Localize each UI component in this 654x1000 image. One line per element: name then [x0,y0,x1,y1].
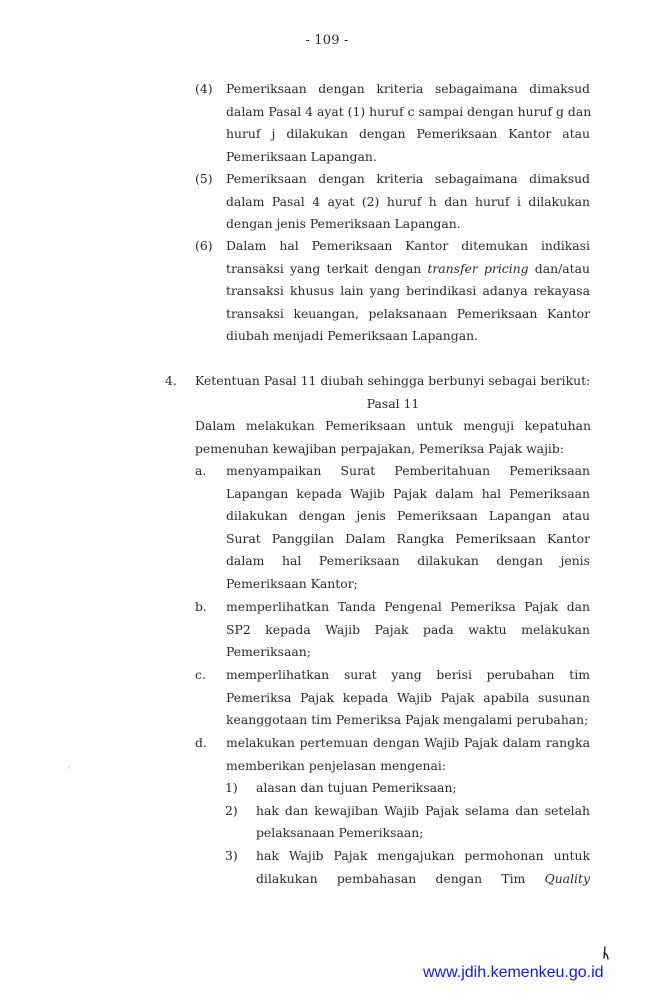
ayat-4 [0,78,654,168]
text-line: dengan jenis Pemeriksaan Lapangan. [226,216,461,232]
ayat-5 [0,168,654,236]
text-line: memperlihatkan surat yang berisi perubahan tim [226,667,590,682]
italic-term: transfer pricing [427,260,529,276]
text-line: diubah menjadi Pemeriksaan Lapangan. [226,328,479,344]
text-line: dalam Pasal 4 ayat (1) huruf c sampai dengan huruf g dan [226,103,592,119]
text-line: dalam hal Pemeriksaan dilakukan dengan jenis [226,553,590,569]
text-line: menyampaikan Surat Pemberitahuan Pemeriksaan [226,463,590,478]
item-marker: 4. [165,373,177,388]
list-item-d [0,732,654,890]
text-line: dalam Pasal 4 ayat (2) huruf h dan huruf i dilakukan [226,193,590,209]
text-line: hak dan kewajiban Wajib Pajak selama dan setelah [256,802,590,818]
text-line: transaksi khusus lain yang berindikasi adanya rekayasa [226,283,590,299]
article-title: Pasal 11 [366,395,420,411]
item-marker: a. [195,463,207,478]
italic-term: Quality [544,870,590,886]
ayat-marker: (5) [195,171,213,186]
text-line: memberikan penjelasan mengenai: [226,757,447,773]
text-line: dilakukan dengan jenis Pemeriksaan Lapangan atau [226,508,590,524]
text-segment: transaksi yang terkait dengan [226,260,422,276]
text-line: Pemeriksa Pajak kepada Wajib Pajak apabila susunan [226,689,590,705]
item-marker: c. [195,667,206,682]
text-line: hak Wajib Pajak mengajukan permohonan untuk [256,847,590,863]
amendment-item-4 [0,370,654,460]
paraf-initial-icon [601,946,609,960]
text-line: Pemeriksaan; [226,644,311,660]
subitem-2 [0,800,654,845]
text-line: memperlihatkan Tanda Pengenal Pemeriksa Pajak dan [226,599,590,614]
text-line: SP2 kepada Wajib Pajak pada waktu melakukan [226,621,590,637]
list-item-a [0,460,654,596]
text-line: transaksi keuangan, pelaksanaan Pemeriksaan Kantor [226,305,590,321]
text-line: Dalam hal Pemeriksaan Kantor ditemukan indikasi [226,238,590,253]
ayat-6 [0,235,654,348]
text-line: Pemeriksaan dengan kriteria sebagaimana dimaksud [226,171,590,186]
text-segment: dan/atau [534,260,590,276]
text-segment: dilakukan pembahasan dengan Tim [256,870,526,886]
item-marker: b. [195,599,207,614]
footer-website-link[interactable]: www.jdih.kemenkeu.go.id [423,964,604,981]
subitem-marker: 2) [225,802,238,818]
subitem-marker: 3) [225,847,238,863]
ayat-marker: (4) [195,81,213,96]
subitem-marker: 1) [225,780,238,796]
text-line: pemenuhan kewajiban perpajakan, Pemeriksa Pajak wajib: [195,440,564,456]
subitem-3 [0,845,654,890]
scan-speck [68,766,70,769]
list-item-b [0,596,654,664]
text-line-with-italic [226,258,590,281]
text-line: Dalam melakukan Pemeriksaan untuk menguji kepatuhan [195,418,591,434]
text-line: Surat Panggilan Dalam Rangka Pemeriksaan Kantor [226,530,590,546]
text-line-with-italic [256,868,590,891]
text-line: Lapangan kepada Wajib Pajak dalam hal Pemeriksaan [226,485,590,501]
list-item-c [0,664,654,732]
text-line: huruf j dilakukan dengan Pemeriksaan Kantor atau [226,126,590,142]
amendment-intro: Ketentuan Pasal 11 diubah sehingga berbunyi sebagai berikut: [195,373,591,388]
subitem-1 [0,777,654,800]
text-line: pelaksanaan Pemeriksaan; [256,825,424,841]
text-line: Pemeriksaan Lapangan. [226,148,377,164]
text-line: Pemeriksaan Kantor; [226,575,358,591]
text-line: keanggotaan tim Pemeriksa Pajak mengalami perubahan; [226,712,589,728]
page-number: - 109 - [305,33,349,48]
text-line: alasan dan tujuan Pemeriksaan; [256,780,457,796]
item-marker: d. [195,735,207,750]
text-line: Pemeriksaan dengan kriteria sebagaimana dimaksud [226,81,590,96]
text-line: melakukan pertemuan dengan Wajib Pajak dalam rangka [226,735,590,750]
ayat-marker: (6) [195,238,213,253]
